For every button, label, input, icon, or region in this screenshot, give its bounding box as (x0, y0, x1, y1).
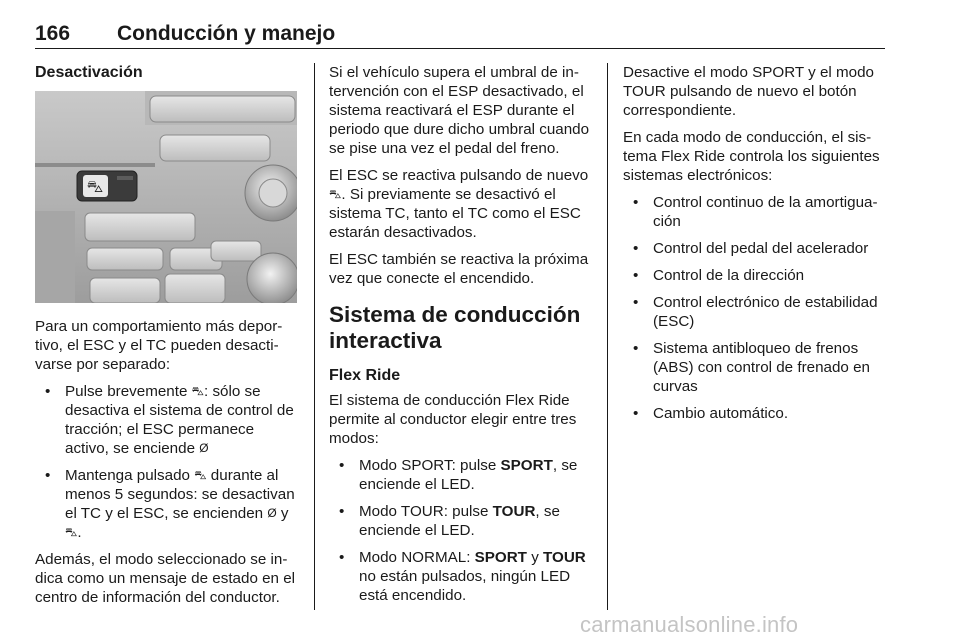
mode-list (329, 456, 592, 605)
list-item: • Pulse brevemente ⛍: sólo se desactiva el sistema de control de tracción; el ESC permanece activo, se enciende Ø (35, 382, 299, 458)
list-item: • Modo SPORT: pulse SPORT, se enciende el LED. (329, 456, 592, 494)
column-divider (607, 63, 608, 610)
esc-off-icon: ⛍ (65, 525, 78, 539)
list-item: • Mantenga pulsado ⛍ durante al menos 5 segundos: se desactivan el TC y el ESC, se encienden Ø y ⛍. (35, 466, 299, 542)
column-2 (329, 63, 592, 613)
list-item: • Sistema antibloqueo de frenos (ABS) con control de frenado en curvas (623, 339, 886, 396)
list-item: • Control continuo de la amortiguación (623, 193, 886, 231)
list-item: • Modo TOUR: pulse TOUR, se enciende el LED. (329, 502, 592, 540)
sport-key-label: SPORT (474, 549, 527, 566)
page-header (35, 22, 335, 46)
list-item: • Cambio automático. (623, 404, 886, 423)
esc-button-icon: ⛍ (329, 187, 342, 201)
svg-text:⛍: ⛍ (86, 179, 104, 196)
paragraph: El ESC se reactiva pulsando de nuevo ⛍. Si previamente se desactivó el sistema TC, tanto el TC como el ESC estarán desactivados. (329, 167, 589, 241)
tour-key-label: TOUR (543, 549, 586, 566)
watermark: carmanualsonline.info (580, 612, 799, 637)
header-rule (35, 48, 885, 49)
subsection-title: Flex Ride (329, 367, 401, 384)
paragraph: El sistema de conducción Flex Ride permite al conductor elegir entre tres modos: (329, 392, 577, 447)
column-3 (623, 63, 886, 431)
esc-button-icon: ⛍ (194, 468, 207, 482)
intro-paragraph: Para un comportamiento más deportivo, el ESC y el TC pueden desactivarse por separado: (35, 318, 283, 373)
esp-button-photo (35, 91, 297, 303)
paragraph: Desactive el modo SPORT y el modo TOUR pulsando de nuevo el botón correspondiente. (623, 64, 874, 119)
heading-deactivation: Desactivación (35, 64, 143, 81)
tc-off-icon: Ø (199, 441, 209, 455)
column-divider (314, 63, 315, 610)
tc-off-icon: Ø (267, 506, 277, 520)
sport-key-label: SPORT (500, 457, 553, 474)
list-item: • Control del pedal del acelerador (623, 239, 886, 258)
list-item: • Modo NORMAL: SPORT y TOUR no están pulsados, ningún LED está encendido. (329, 548, 592, 605)
tour-key-label: TOUR (492, 503, 536, 520)
column-1 (35, 63, 299, 615)
chapter-title: Conducción y manejo (117, 22, 336, 45)
section-title: Sistema de conducción interactiva (329, 302, 581, 353)
deactivation-list (35, 382, 299, 542)
page-number: 166 (35, 22, 71, 45)
list-item: • Control de la dirección (623, 266, 886, 285)
paragraph: Si el vehículo supera el umbral de intervención con el ESP desactivado, el sistema reactivará el ESP durante el periodo que dure dicho umbral cuando se pise una vez el pedal del freno. (329, 64, 590, 157)
after-paragraph: Además, el modo seleccionado se indica como un mensaje de estado en el centro de información del conductor. (35, 551, 296, 606)
list-item: • Control electrónico de estabilidad (ESC) (623, 293, 886, 331)
systems-list (623, 193, 886, 423)
paragraph: En cada modo de conducción, el sistema Flex Ride controla los siguientes sistemas electrónicos: (623, 129, 880, 184)
paragraph: El ESC también se reactiva la próxima vez que conecte el encendido. (329, 251, 589, 287)
esc-button-icon: ⛍ (191, 384, 205, 398)
